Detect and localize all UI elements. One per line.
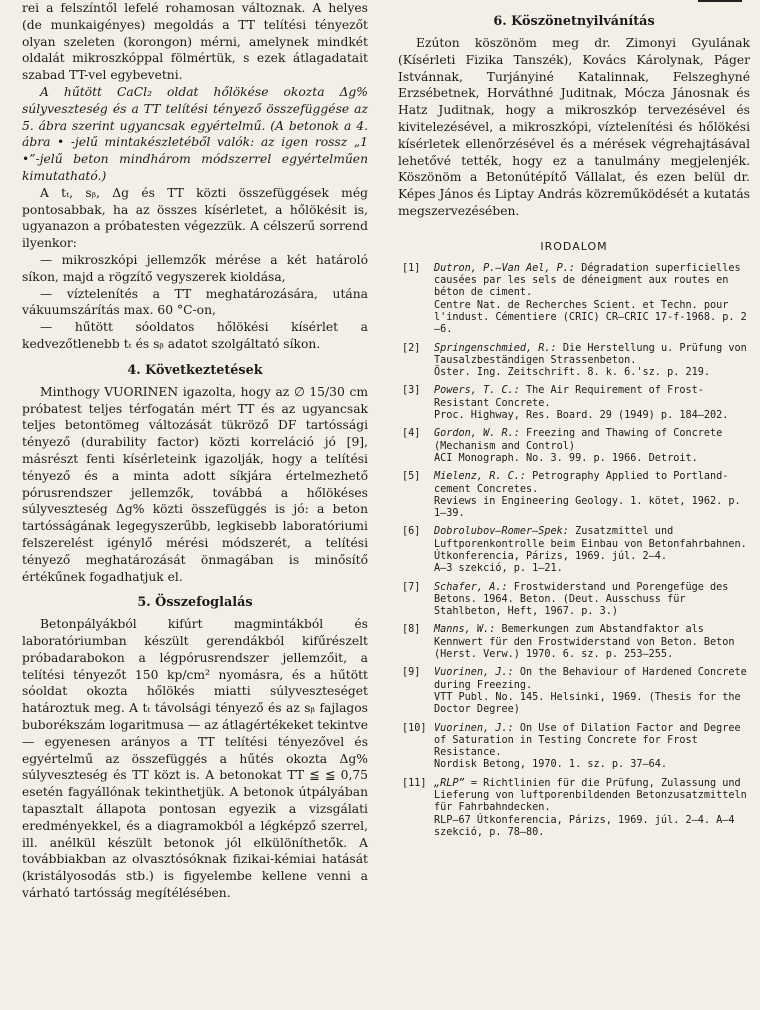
- reference-text: Bemerkungen zum Abstandfaktor als Kennwert für den Frostwiderstand von Beton. Beton (Herst. Verw.) 1970. 6. sz. p. 253—255.: [434, 624, 735, 661]
- reference-number: [4]: [402, 428, 421, 440]
- reference-author: Schafer, A.:: [434, 581, 508, 593]
- reference-item: [398, 385, 750, 422]
- section-heading: 6. Köszönetnyilvánítás: [493, 14, 655, 29]
- reference-number: [8]: [402, 624, 421, 636]
- reference-number: [1]: [402, 262, 421, 274]
- reference-number: [5]: [402, 471, 421, 483]
- reference-text: VTT Publ. No. 145. Helsinki, 1969. (Thesis for the Doctor Degree): [434, 691, 741, 716]
- reference-author: Powers, T. C.:: [434, 385, 520, 397]
- list-item: — hűtött sóoldatos hőlökési kísérlet a kedvezőtlenebb tₜ és sᵦ adatot szolgáltató síkon.: [22, 320, 368, 351]
- reference-body: [434, 667, 750, 716]
- reference-text: Útkonferencia, Párizs, 1969. júl. 2—4.: [434, 551, 668, 562]
- reference-item: [398, 263, 750, 337]
- reference-number: [2]: [402, 342, 421, 354]
- right-column: [398, 0, 750, 845]
- reference-item: [398, 582, 750, 619]
- paragraph: rei a felszíntől lefelé rohamosan változnak. A helyes (de munkaigényes) megoldás a TT telítési tényezőt olyan szeleten (korongon) mérni, amelynek mindkét oldalát mikroszkóppal fölmértük, s ezek átlagadatait szabad TT-vel egybevetni.: [22, 1, 368, 83]
- reference-number: [10]: [402, 722, 427, 734]
- reference-author: Mielenz, R. C.:: [434, 471, 527, 483]
- reference-list: [398, 263, 750, 839]
- reference-text: Proc. Highway, Res. Board. 29 (1949) p. 184—202.: [434, 410, 729, 422]
- paragraph: Minthogy VUORINEN igazolta, hogy az ∅ 15/30 cm próbatest teljes térfogatán mért TT és az ugyancsak teljes betontömeg változását tükröző DF tartóssági tényező (durability factor) közti korreláció jó [9], másrészt fenti kísérleteink igazolják, hogy a telítési tényező és a minta adott síkjára értelmezhető pórusrendszer jellemzők, továbbá a hőlökéses súlyveszteség Δg% közti összefüggés is jó: a beton tartósságának legegyszerűbb, legkisebb laboratóriumi felszerelést igénylő mérési módszerét, a telítési tényező meghatározását önmagában is minősítő értékűnek fogadhatjuk el.: [22, 384, 368, 584]
- reference-number: [3]: [402, 385, 421, 397]
- reference-body: [434, 526, 750, 575]
- reference-text: Zusatzmittel und Luftporenkontrolle beim Einbau von Betonfahrbahnen.: [434, 526, 747, 550]
- references-heading: IRODALOM: [540, 239, 608, 253]
- reference-text: Centre Nat. de Recherches Scient. et Techn. pour l'indust. Cémentiere (CRIC) CR—CRIC 17-f-1968. p. 2—6.: [434, 299, 747, 336]
- reference-author: Springenschmied, R.:: [434, 342, 557, 354]
- reference-body: [434, 263, 750, 337]
- reference-body: [434, 582, 750, 619]
- reference-item: [398, 667, 750, 716]
- reference-body: [434, 778, 750, 839]
- reference-number: [6]: [402, 526, 421, 538]
- section-heading: 4. Következtetések: [127, 362, 263, 378]
- paragraph: A hűtött CaCl₂ oldat hőlökése okozta Δg% súlyveszteség és a TT telítési tényező összefüggése az 5. ábra szerint ugyancsak egyértelmű. (A betonok a 4. ábra • -jelű mintakészletéből valók: az igen rossz „1 •”-jelű beton mindhárom módszerrel egyértelműen kimutatható.): [22, 84, 368, 183]
- reference-item: [398, 624, 750, 661]
- reference-text: On Use of Dilation Factor and Degree of Saturation in Testing Concrete for Frost Resistance.: [434, 722, 741, 759]
- paragraph: Ezúton köszönöm meg dr. Zimonyi Gyulának (Kísérleti Fizika Tanszék), Kovács Károlynak, Páger Istvánnak, Turjányiné Katalinnak, Felszeghyné Erzsébetnek, Horváthné Juditnak, Mócza Jánosnak és Hatz Juditnak, hogy a mikroszkóp tervezésével és kivitelezésével, a mikroszkópi, víztelenítési és hőlökési kísérletek ellenőrzésével és a mérések végrehajtásával lehetővé tették, hogy ez a tanulmány megjelenjék. Köszönöm a Betonútépítő Vállalat, és ezen belül dr. Képes János és Liptay András közreműködését a kutatás megszervezésében.: [398, 36, 750, 218]
- reference-text: Nordisk Betong, 1970. 1. sz. p. 37—64.: [434, 759, 668, 771]
- reference-number: [7]: [402, 581, 421, 593]
- reference-text: Petrography Applied to Portland-cement Concretes.: [434, 471, 729, 495]
- reference-text: Dégradation superficielles causées par les sels de déneigment aux routes en béton de ciment.: [434, 262, 741, 299]
- reference-body: [434, 624, 750, 661]
- reference-item: [398, 526, 750, 575]
- reference-text: Die Herstellung u. Prüfung von Tausalzbeständigen Strassenbeton.: [434, 342, 747, 366]
- reference-body: [434, 385, 750, 422]
- reference-text: Freezing and Thawing of Concrete (Mechanism and Control): [434, 428, 723, 452]
- reference-author: Gordon, W. R.:: [434, 428, 520, 440]
- reference-item: [398, 343, 750, 380]
- reference-item: [398, 428, 750, 465]
- reference-text: On the Behaviour of Hardened Concrete during Freezing.: [434, 667, 747, 691]
- reference-text: Frostwiderstand und Porengefüge des Betons. 1964. Beton. (Deut. Ausschuss für Stahlbeton, Heft, 1967. p. 3.): [434, 581, 729, 618]
- list-item: — víztelenítés a TT meghatározására, utána vákuumszárítás max. 60 °C-on,: [22, 286, 368, 318]
- reference-text: ACI Monograph. No. 3. 99. p. 1966. Detroit.: [434, 452, 698, 464]
- reference-item: [398, 723, 750, 772]
- reference-body: [434, 471, 750, 520]
- reference-author: Dobrolubov—Romer—Spek:: [434, 526, 569, 538]
- paragraph: Betonpályákból kifúrt magmintákból és laboratóriumban készült gerendákból kifűrészelt próbadarabokon a légpórusrendszer jellemzőit, a telítési tényezőt 150 kp/cm² nyomásra, és a hűtött sóoldat okozta hőlökés miatti súlyveszteséget határoztuk meg. A tₜ távolsági tényező és az sᵦ fajlagos buborékszám logaritmusa — az átlagértékeket tekintve — egyenesen arányos a TT telítési tényezővel és egyértelmű az összefüggés a hűtés okozta Δg% súlyveszteség és TT közt is. A betonokat TT ≦ ≦ 0,75 esetén fagyállónak tekinthetjük. A betonok útpályában tapasztalt állapota pontosan egyezik a vizsgálati eredményekkel, és a diagramokból a légképző szerrel, ill. anélkül készült betonok jól elkülöníthetők. A továbbiakban az olvasztósóknak fizikai-kémiai hatását (kristályosodás stb.) is figyelembe kellene venni a várható tartósság megítélésében.: [22, 617, 368, 901]
- reference-text: Öster. Ing. Zeitschrift. 8. k. 6.'sz. p. 219.: [434, 367, 711, 379]
- left-column: [22, 0, 368, 902]
- list-item: — mikroszkópi jellemzők mérése a két határoló síkon, majd a rögzítő vegyszerek kioldása,: [22, 252, 368, 284]
- reference-author: „RLP”: [434, 777, 465, 789]
- reference-item: [398, 778, 750, 839]
- reference-author: Vuorinen, J.:: [434, 722, 514, 734]
- reference-text: = Richtlinien für die Prüfung, Zulassung und Lieferung von luftporenbildenden Betonzusatzmitteln für Fahrbahndecken.: [434, 777, 747, 814]
- reference-author: Dutron, P.—Van Ael, P.:: [434, 262, 576, 274]
- reference-text: RLP—67 Útkonferencia, Párizs, 1969. júl. 2—4. A—4 szekció, p. 78—80.: [434, 814, 735, 838]
- reference-item: [398, 471, 750, 520]
- section-heading: 5. Összefoglalás: [137, 595, 253, 611]
- reference-number: [11]: [402, 777, 427, 789]
- reference-author: Vuorinen, J.:: [434, 667, 514, 679]
- reference-body: [434, 723, 750, 772]
- reference-text: The Air Requirement of Frost-Resistant Concrete.: [434, 385, 704, 409]
- reference-body: [434, 428, 750, 465]
- paragraph: A tₜ, sᵦ, Δg és TT közti összefüggések még pontosabbak, ha az összes kísérletet, a hőlökésit is, ugyanazon a próbatesten végezzük. A célszerű sorrend ilyenkor:: [22, 185, 368, 251]
- reference-number: [9]: [402, 667, 421, 679]
- reference-text: A—3 szekció, p. 1—21.: [434, 563, 563, 575]
- reference-text: Reviews in Engineering Geology. 1. kötet, 1962. p. 1—39.: [434, 495, 741, 520]
- reference-body: [434, 343, 750, 380]
- reference-author: Manns, W.:: [434, 624, 496, 636]
